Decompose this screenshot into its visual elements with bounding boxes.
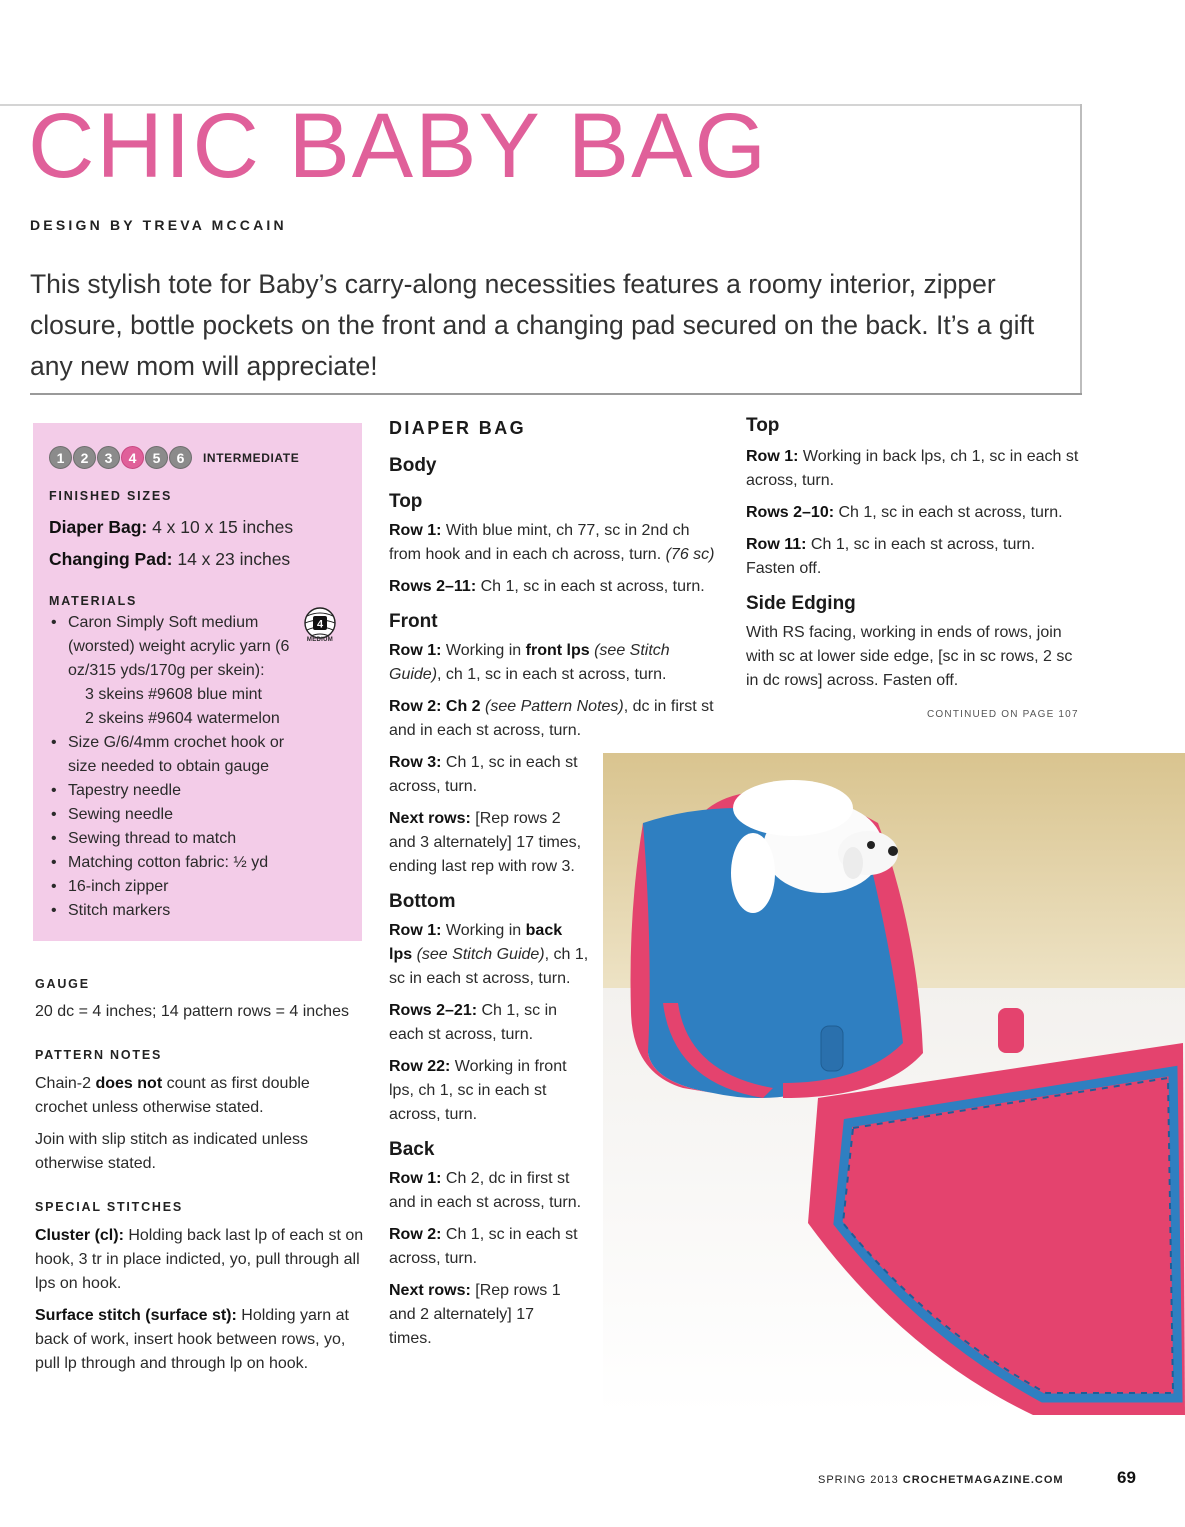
pattern-note: Join with slip stitch as indicated unless otherwise stated.	[35, 1131, 309, 1172]
page-number: 69	[1117, 1468, 1136, 1487]
skill-level-4: 4	[121, 446, 144, 469]
material-item: • Tapestry needle	[49, 779, 294, 803]
skill-level-indicator	[49, 446, 299, 469]
front-heading: Front	[389, 611, 438, 632]
gauge-heading: GAUGE	[35, 977, 90, 991]
instruction-row: Row 1: Working in back lps, ch 1, sc in each st across, turn.	[746, 448, 1079, 489]
back-heading: Back	[389, 1139, 435, 1160]
instruction-row: Next rows: [Rep rows 2 and 3 alternately] 17 times, ending last rep with row 3.	[389, 810, 582, 875]
body-heading: Body	[389, 455, 437, 476]
bag-illustration	[603, 753, 1185, 1415]
special-stitches	[35, 1224, 370, 1384]
yarn-weight-label: MEDIUM	[306, 637, 334, 643]
instruction-row: Row 22: Working in front lps, ch 1, sc in each st across, turn.	[389, 1058, 567, 1123]
material-item: • Sewing thread to match	[49, 827, 294, 851]
material-item: • Stitch markers	[49, 899, 294, 923]
material-subitem: 2 skeins #9604 watermelon	[85, 710, 280, 727]
pattern-note: Chain-2 does not count as first double crochet unless otherwise stated.	[35, 1075, 310, 1116]
skill-level-5: 5	[145, 446, 168, 469]
product-photo	[603, 753, 1185, 1415]
instruction-row: Row 1: Working in back lps (see Stitch Guide), ch 1, sc in each st across, turn.	[389, 922, 589, 987]
skill-level-3: 3	[97, 446, 120, 469]
material-item: • Sewing needle	[49, 803, 294, 827]
instruction-row: With RS facing, working in ends of rows, join with sc at lower side edge, [sc in sc rows, 2 sc in dc rows] across. Fasten off.	[746, 624, 1073, 689]
pattern-notes	[35, 1072, 335, 1184]
stitch-definition: Cluster (cl): Holding back last lp of each st on hook, 3 tr in place indicted, yo, pull through all lps on hook.	[35, 1227, 364, 1292]
lining-column	[746, 415, 1081, 701]
instruction-row: Row 3: Ch 1, sc in each st across, turn.	[389, 754, 578, 795]
special-stitches-heading: SPECIAL STITCHES	[35, 1200, 184, 1214]
top-heading: Top	[746, 415, 780, 436]
instruction-row: Row 1: With blue mint, ch 77, sc in 2nd ch from hook and in each ch across, turn. (76 sc)	[389, 522, 715, 563]
header-frame-right	[1080, 104, 1082, 394]
materials-list	[49, 611, 294, 923]
instruction-row: Row 2: Ch 1, sc in each st across, turn.	[389, 1226, 578, 1267]
pattern-notes-heading: PATTERN NOTES	[35, 1048, 163, 1062]
skill-label: INTERMEDIATE	[203, 450, 300, 465]
magazine-footer: SPRING 2013 CROCHETMAGAZINE.COM	[818, 1474, 1064, 1486]
yarn-weight-number: 4	[316, 618, 324, 631]
instruction-row: Rows 2–21: Ch 1, sc in each st across, turn.	[389, 1002, 558, 1043]
instruction-row: Next rows: [Rep rows 1 and 2 alternately] 17 times.	[389, 1282, 561, 1347]
instruction-row: Row 1: Ch 2, dc in first st and in each st across, turn.	[389, 1170, 582, 1211]
material-item: • 16-inch zipper	[49, 875, 294, 899]
diaper-bag-size: Diaper Bag: 4 x 10 x 15 inches	[49, 517, 294, 537]
page-title: CHIC BABY BAG	[28, 95, 769, 197]
bottom-heading: Bottom	[389, 891, 456, 912]
material-subitem: 3 skeins #9608 blue mint	[85, 686, 262, 703]
changing-pad-size: Changing Pad: 14 x 23 inches	[49, 549, 291, 569]
materials-heading: MATERIALS	[49, 594, 138, 608]
instruction-row: Rows 2–10: Ch 1, sc in each st across, turn.	[746, 504, 1063, 521]
continued-note: CONTINUED ON PAGE 107	[927, 709, 1079, 720]
material-item: • Matching cotton fabric: ½ yd	[49, 851, 294, 875]
yarn-weight-icon	[298, 606, 342, 650]
gauge-text: 20 dc = 4 inches; 14 pattern rows = 4 inches	[35, 1003, 349, 1020]
finished-sizes-heading: FINISHED SIZES	[49, 489, 173, 503]
designer-byline: DESIGN BY TREVA MCCAIN	[30, 217, 287, 233]
diaper-bag-heading: DIAPER BAG	[389, 418, 527, 438]
stitch-definition: Surface stitch (surface st): Holding yarn at back of work, insert hook between rows, yo, pull lp through and through lp on hook.	[35, 1307, 349, 1372]
material-item: • Size G/6/4mm crochet hook or size needed to obtain gauge	[49, 731, 294, 779]
instruction-row: Rows 2–11: Ch 1, sc in each st across, turn.	[389, 578, 705, 595]
top-heading: Top	[389, 491, 423, 512]
material-item: • Caron Simply Soft medium (worsted) weight acrylic yarn (6 oz/315 yds/170g per skein):	[49, 611, 294, 683]
instruction-row: Row 2: Ch 2 (see Pattern Notes), dc in first st and in each st across, turn.	[389, 698, 714, 739]
instruction-row: Row 11: Ch 1, sc in each st across, turn. Fasten off.	[746, 536, 1036, 577]
instruction-row: Row 1: Working in front lps (see Stitch Guide), ch 1, sc in each st across, turn.	[389, 642, 670, 683]
header-frame-bottom	[30, 393, 1082, 395]
skill-level-2: 2	[73, 446, 96, 469]
side-edging-heading: Side Edging	[746, 593, 856, 614]
skill-level-6: 6	[169, 446, 192, 469]
intro-paragraph: This stylish tote for Baby’s carry-along necessities features a roomy interior, zipper closure, bottle pockets on the front and a changing pad secured on the back. It’s a gift any new mom will appreciate!	[30, 269, 1035, 381]
skill-level-1: 1	[49, 446, 72, 469]
